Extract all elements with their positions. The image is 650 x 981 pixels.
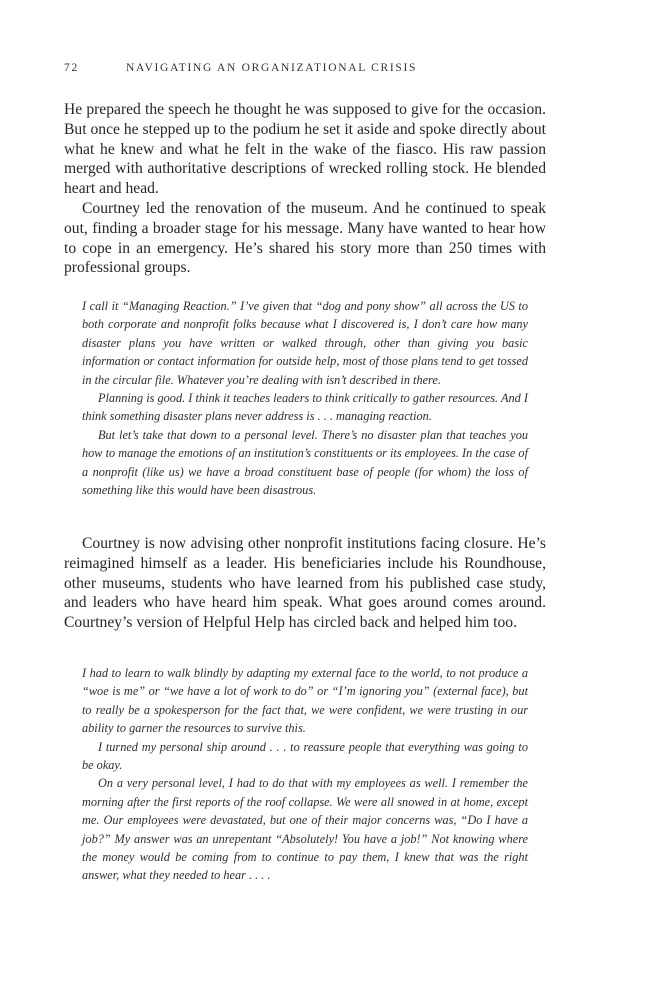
page-header (64, 62, 586, 82)
quote-paragraph: I turned my personal ship around . . . to reassure people that everything was going to be okay. (82, 739, 528, 773)
quote-paragraph: On a very personal level, I had to do that with my employees as well. I remember the morning after the first reports of the roof collapse. We were all snowed in at home, except me. Our employees were devastated, but one of their major concerns was, “Do I have a job?” My answer was an unrepentant “Absolutely! You have a job!” Not knowing where the money would be coming from to continue to pay them, I knew that was the right answer, what they needed to hear . . . . (82, 776, 528, 883)
quote-paragraph: But let’s take that down to a personal level. There’s no disaster plan that teaches you how to manage the emotions of an institution’s constituents or its employees. In the case of a nonprofit (like us) we have a broad constituent base of people (for whom) the loss of something like this would have been disastrous. (82, 427, 528, 498)
quote-paragraph: I had to learn to walk blindly by adapting my external face to the world, to not produce a “woe is me” or “we have a lot of work to do” or “I’m ignoring you” (external face), but to really be a spokesperson for the fact that, we were confident, we were trusting in our ability to garner the resources to survive this. (82, 666, 528, 736)
body-paragraph: Courtney is now advising other nonprofit institutions facing closure. He’s reimagined himself as a leader. His beneficiaries include his Roundhouse, other museums, students who have learned from his published case study, and leaders who have heard him speak. What goes around comes around. Courtney’s version of Helpful Help has circled back and helped him too. (64, 535, 546, 632)
body-paragraph: He prepared the speech he thought he was supposed to give for the occasion. But once he stepped up to the podium he set it aside and spoke directly about what he knew and what he felt in the wake of the fiasco. His raw passion merged with authoritative descriptions of wrecked rolling stock. He blended heart and head. (64, 101, 546, 198)
page-number: 72 (64, 62, 79, 74)
block-quote-2 (82, 664, 528, 885)
running-head: NAVIGATING AN ORGANIZATIONAL CRISIS (126, 62, 418, 74)
body-text-block-2 (64, 534, 546, 633)
quote-paragraph: Planning is good. I think it teaches leaders to think critically to gather resources. And I think something disaster plans never address is . . . managing reaction. (82, 391, 528, 424)
body-paragraph: Courtney led the renovation of the museum. And he continued to speak out, finding a broader stage for his message. Many have wanted to hear how to cope in an emergency. He’s shared his story more than 250 times with professional groups. (64, 199, 546, 277)
body-text-block-1 (64, 100, 546, 278)
block-quote-1 (82, 297, 528, 499)
quote-paragraph: I call it “Managing Reaction.” I’ve given that “dog and pony show” all across the US to both corporate and nonprofit folks because what I discovered is, I don’t care how many disaster plans you have written or walked through, other than giving you basic information or contact information for outside help, most of those plans tend to get tossed in the circular file. Whatever you’re dealing with isn’t described in there. (82, 299, 528, 387)
